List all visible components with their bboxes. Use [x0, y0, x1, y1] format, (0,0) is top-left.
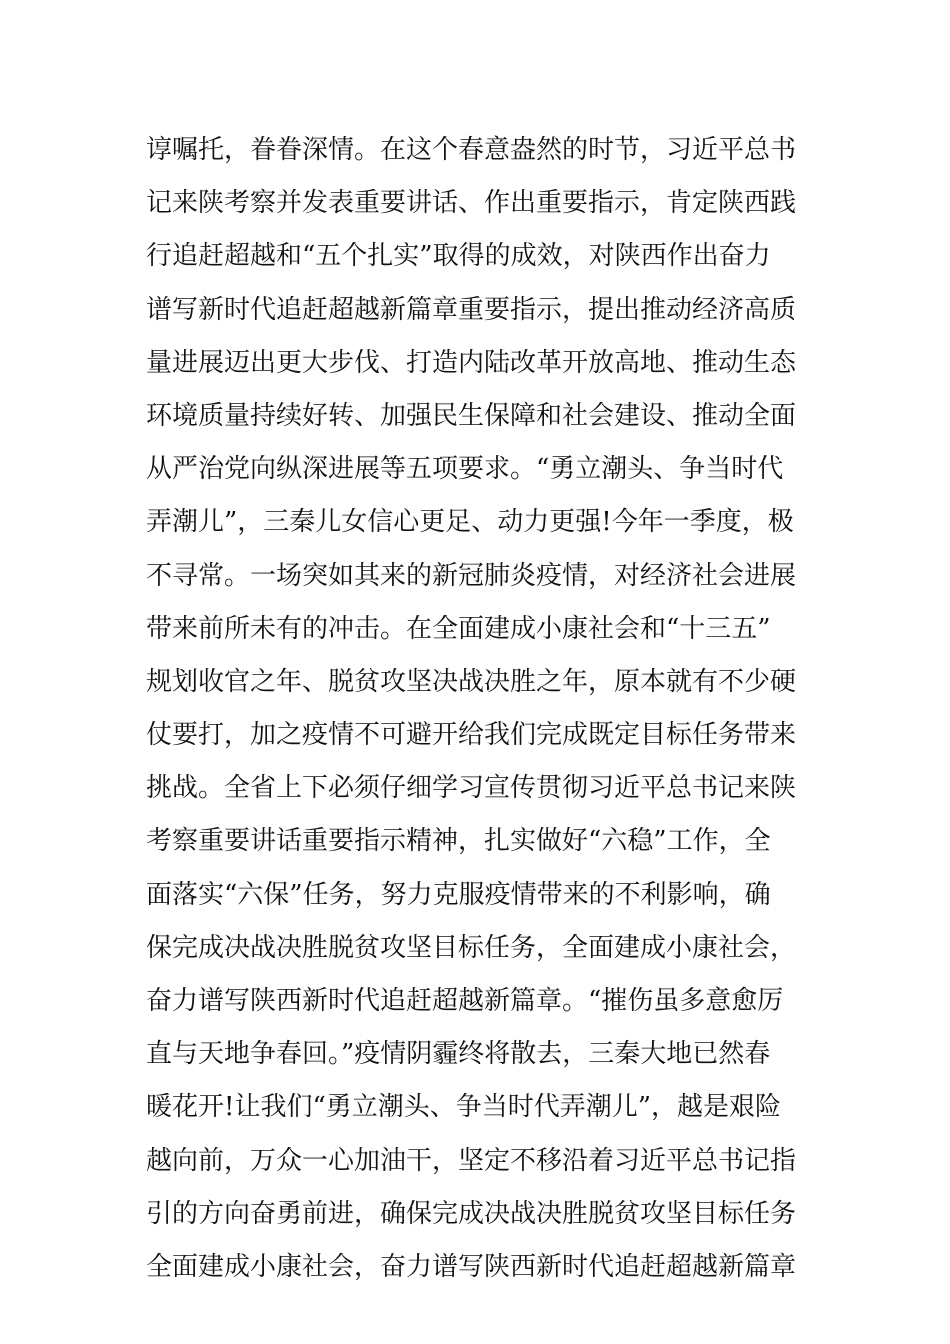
text-line: 引的方向奋勇前进，确保完成决战决胜脱贫攻坚目标任务 — [146, 1198, 797, 1229]
text-line: 保完成决战决胜脱贫攻坚目标任务，全面建成小康社会， — [146, 932, 797, 963]
text-line: 行追赶超越和“五个扎实”取得的成效，对陕西作出奋力 — [146, 241, 771, 272]
text-line: 量进展迈出更大步伐、打造内陆改革开放高地、推动生态 — [146, 347, 797, 378]
text-line: 奋力谱写陕西新时代追赶超越新篇章。“摧伤虽多意愈厉 — [146, 986, 784, 1016]
text-line: 不寻常。一场突如其来的新冠肺炎疫情，对经济社会进展 — [146, 560, 797, 591]
text-line: 从严治党向纵深进展等五项要求。“勇立潮头、争当时代 — [146, 454, 784, 485]
body-paragraph — [146, 124, 816, 1294]
text-line: 仗要打，加之疫情不可避开给我们完成既定目标任务带来 — [146, 720, 797, 751]
text-line: 越向前，万众一心加油干，坚定不移沿着习近平总书记指 — [146, 1145, 797, 1176]
text-line: 记来陕考察并发表重要讲话、作出重要指示，肯定陕西践 — [146, 188, 797, 219]
text-line: 面落实“六保”任务，努力克服疫情带来的不利影响，确 — [146, 879, 771, 910]
text-line: 直与天地争春回。”疫情阴霾终将散去，三秦大地已然春 — [146, 1039, 771, 1070]
text-line: 挑战。全省上下必须仔细学习宣传贯彻习近平总书记来陕 — [146, 773, 797, 804]
text-line: 规划收官之年、脱贫攻坚决战决胜之年，原本就有不少硬 — [146, 666, 797, 697]
text-line: 带来前所未有的冲击。在全面建成小康社会和“十三五” — [146, 613, 771, 644]
text-line: 环境质量持续好转、加强民生保障和社会建设、推动全面 — [146, 400, 797, 431]
text-line: 谱写新时代追赶超越新篇章重要指示，提出推动经济高质 — [146, 294, 797, 325]
text-line: 谆嘱托，眷眷深情。在这个春意盎然的时节，习近平总书 — [146, 135, 797, 165]
text-line: 全面建成小康社会，奋力谱写陕西新时代追赶超越新篇章 — [146, 1251, 797, 1282]
text-line: 弄潮儿”，三秦儿女信心更足、动力更强!今年一季度，极 — [146, 507, 794, 538]
text-line: 暖花开!让我们“勇立潮头、争当时代弄潮儿”，越是艰险 — [146, 1092, 782, 1123]
text-line: 考察重要讲话重要指示精神，扎实做好“六稳”工作，全 — [146, 826, 771, 857]
